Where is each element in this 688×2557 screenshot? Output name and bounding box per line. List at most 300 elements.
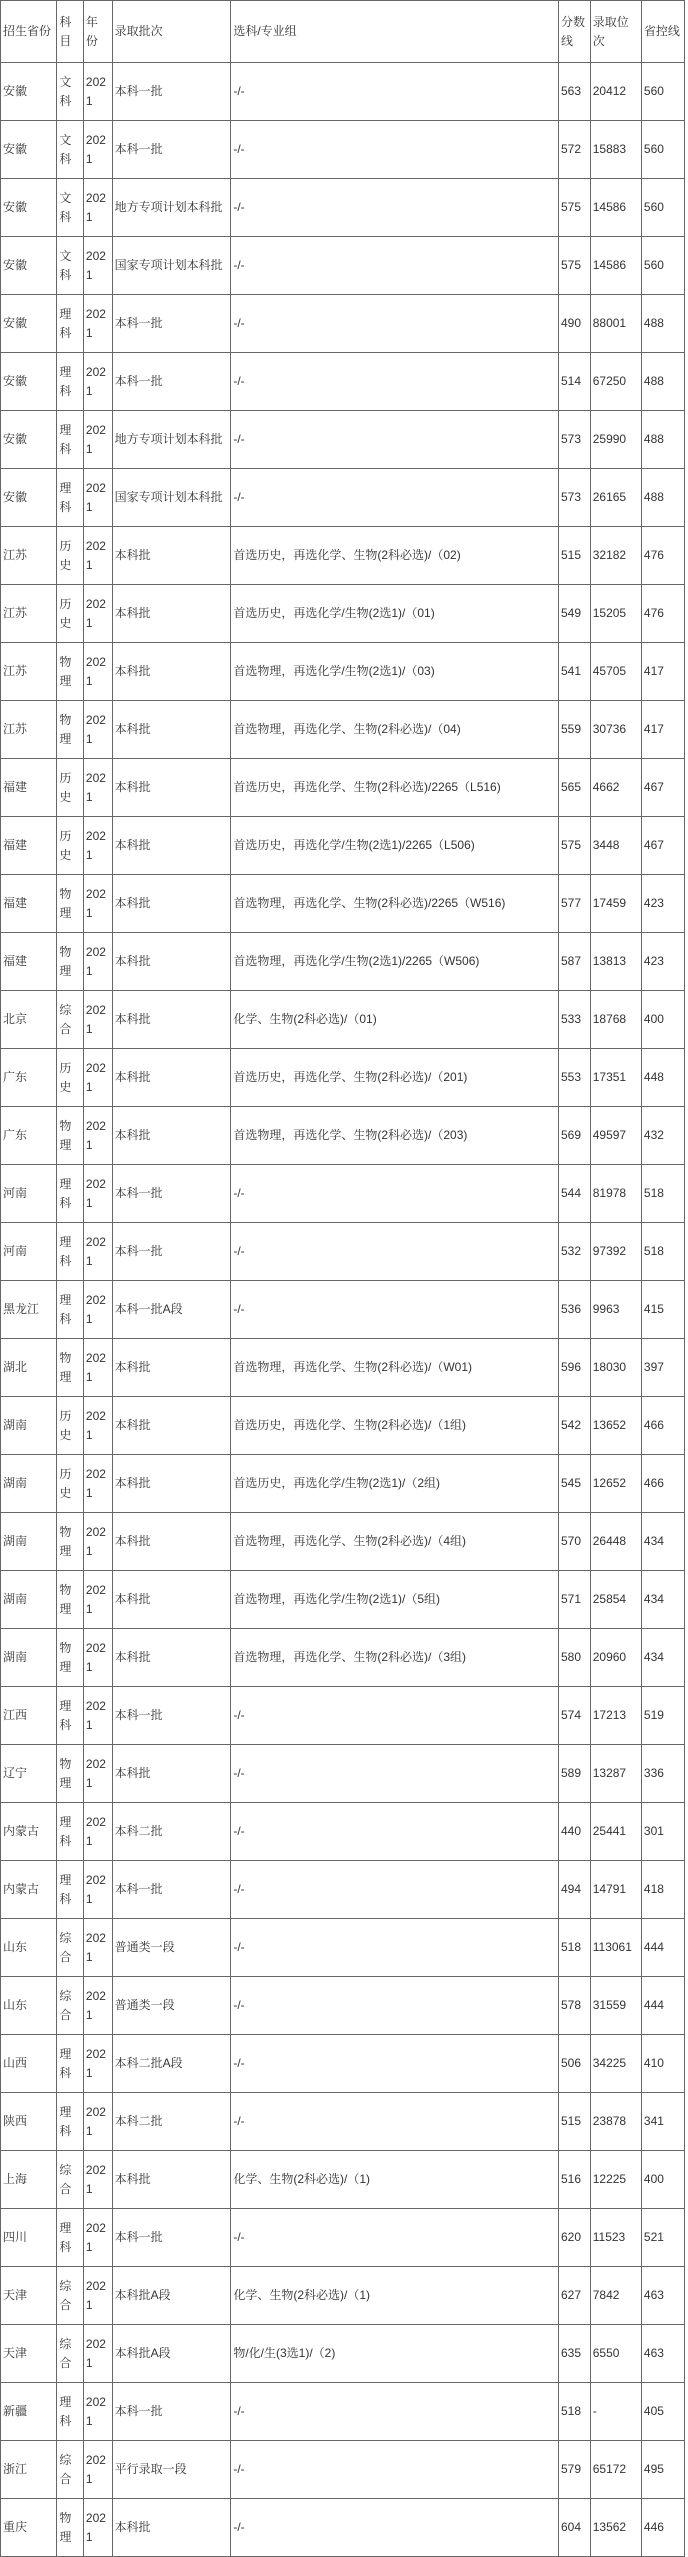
control-line-cell: 463 [641,2267,684,2325]
subject-cell: 理科 [57,1165,84,1223]
province-cell: 重庆 [1,2499,57,2557]
batch-cell: 本科一批 [112,353,231,411]
table-row [1,1049,685,1107]
score-cell: 572 [559,121,591,179]
province-cell: 安徽 [1,179,57,237]
control-line-cell: 397 [641,1339,684,1397]
control-line-cell: 488 [641,469,684,527]
control-line-cell: 495 [641,2441,684,2499]
province-cell: 江苏 [1,701,57,759]
requirement-cell: -/- [231,2093,559,2151]
score-cell: 577 [559,875,591,933]
table-row [1,1629,685,1687]
header-subject: 科目 [57,1,84,63]
batch-cell: 本科一批 [112,1687,231,1745]
subject-cell: 历史 [57,759,84,817]
batch-cell: 本科批 [112,875,231,933]
year-cell: 2021 [83,1571,112,1629]
control-line-cell: 519 [641,1687,684,1745]
requirement-cell: -/- [231,1745,559,1803]
table-row [1,469,685,527]
batch-cell: 本科二批 [112,2093,231,2151]
table-row [1,933,685,991]
score-cell: 518 [559,2383,591,2441]
table-row [1,701,685,759]
province-cell: 福建 [1,875,57,933]
table-row [1,527,685,585]
table-row [1,237,685,295]
subject-cell: 理科 [57,411,84,469]
year-cell: 2021 [83,295,112,353]
rank-cell: 25441 [590,1803,641,1861]
rank-cell: 32182 [590,527,641,585]
province-cell: 陕西 [1,2093,57,2151]
year-cell: 2021 [83,1803,112,1861]
subject-cell: 理科 [57,2093,84,2151]
score-cell: 587 [559,933,591,991]
control-line-cell: 418 [641,1861,684,1919]
year-cell: 2021 [83,2267,112,2325]
requirement-cell: 首选历史，再选化学/生物(2选1)/（2组) [231,1455,559,1513]
batch-cell: 地方专项计划本科批 [112,179,231,237]
requirement-cell: -/- [231,353,559,411]
year-cell: 2021 [83,1919,112,1977]
batch-cell: 本科批 [112,2151,231,2209]
batch-cell: 国家专项计划本科批 [112,237,231,295]
subject-cell: 理科 [57,2035,84,2093]
control-line-cell: 467 [641,817,684,875]
province-cell: 北京 [1,991,57,1049]
subject-cell: 理科 [57,1281,84,1339]
province-cell: 山东 [1,1919,57,1977]
rank-cell: 34225 [590,2035,641,2093]
control-line-cell: 434 [641,1513,684,1571]
score-cell: 620 [559,2209,591,2267]
rank-cell: 4662 [590,759,641,817]
year-cell: 2021 [83,527,112,585]
requirement-cell: 化学、生物(2科必选)/（01) [231,991,559,1049]
score-cell: 536 [559,1281,591,1339]
rank-cell: 25990 [590,411,641,469]
score-cell: 575 [559,817,591,875]
batch-cell: 本科批 [112,1339,231,1397]
year-cell: 2021 [83,1629,112,1687]
rank-cell: 23878 [590,2093,641,2151]
table-row [1,1397,685,1455]
rank-cell: 65172 [590,2441,641,2499]
year-cell: 2021 [83,759,112,817]
requirement-cell: 化学、生物(2科必选)/（1) [231,2267,559,2325]
province-cell: 山西 [1,2035,57,2093]
requirement-cell: -/- [231,1687,559,1745]
batch-cell: 本科一批 [112,1861,231,1919]
rank-cell: 12652 [590,1455,641,1513]
table-row [1,991,685,1049]
province-cell: 江苏 [1,643,57,701]
province-cell: 天津 [1,2267,57,2325]
rank-cell: 14586 [590,179,641,237]
score-cell: 532 [559,1223,591,1281]
requirement-cell: 首选历史，再选化学、生物(2科必选)/（02) [231,527,559,585]
subject-cell: 综合 [57,1977,84,2035]
rank-cell: 14586 [590,237,641,295]
province-cell: 江西 [1,1687,57,1745]
table-row [1,179,685,237]
rank-cell: 6550 [590,2325,641,2383]
score-cell: 571 [559,1571,591,1629]
year-cell: 2021 [83,1513,112,1571]
province-cell: 安徽 [1,411,57,469]
rank-cell: 20412 [590,63,641,121]
table-row [1,1513,685,1571]
province-cell: 福建 [1,933,57,991]
table-row [1,63,685,121]
table-row [1,2325,685,2383]
control-line-cell: 488 [641,411,684,469]
batch-cell: 本科一批A段 [112,1281,231,1339]
rank-cell: 18030 [590,1339,641,1397]
score-cell: 549 [559,585,591,643]
subject-cell: 理科 [57,1861,84,1919]
subject-cell: 理科 [57,2209,84,2267]
rank-cell: 88001 [590,295,641,353]
rank-cell: 17351 [590,1049,641,1107]
subject-cell: 历史 [57,585,84,643]
year-cell: 2021 [83,2151,112,2209]
score-cell: 559 [559,701,591,759]
province-cell: 安徽 [1,469,57,527]
batch-cell: 本科批 [112,2499,231,2557]
rank-cell: 17213 [590,1687,641,1745]
requirement-cell: 首选历史，再选化学、生物(2科必选)/（1组) [231,1397,559,1455]
score-cell: 516 [559,2151,591,2209]
requirement-cell: 首选历史，再选化学、生物(2科必选)/2265（L516) [231,759,559,817]
year-cell: 2021 [83,469,112,527]
score-cell: 541 [559,643,591,701]
control-line-cell: 410 [641,2035,684,2093]
rank-cell: 13813 [590,933,641,991]
score-cell: 545 [559,1455,591,1513]
year-cell: 2021 [83,1223,112,1281]
province-cell: 湖南 [1,1571,57,1629]
header-score: 分数线 [559,1,591,63]
requirement-cell: 首选历史，再选化学/生物(2选1)/（01) [231,585,559,643]
province-cell: 内蒙古 [1,1803,57,1861]
requirement-cell: -/- [231,237,559,295]
score-cell: 596 [559,1339,591,1397]
requirement-cell: -/- [231,2209,559,2267]
rank-cell: 15883 [590,121,641,179]
year-cell: 2021 [83,1455,112,1513]
subject-cell: 物理 [57,933,84,991]
rank-cell: 49597 [590,1107,641,1165]
control-line-cell: 448 [641,1049,684,1107]
table-row [1,1223,685,1281]
subject-cell: 理科 [57,1223,84,1281]
requirement-cell: -/- [231,121,559,179]
year-cell: 2021 [83,2383,112,2441]
requirement-cell: -/- [231,2383,559,2441]
requirement-cell: 首选历史，再选化学/生物(2选1)/2265（L506) [231,817,559,875]
rank-cell: 3448 [590,817,641,875]
control-line-cell: 521 [641,2209,684,2267]
batch-cell: 普通类一段 [112,1919,231,1977]
rank-cell: 15205 [590,585,641,643]
year-cell: 2021 [83,933,112,991]
requirement-cell: -/- [231,469,559,527]
subject-cell: 理科 [57,353,84,411]
batch-cell: 本科批 [112,1513,231,1571]
province-cell: 江苏 [1,527,57,585]
rank-cell: 7842 [590,2267,641,2325]
province-cell: 广东 [1,1107,57,1165]
requirement-cell: -/- [231,1919,559,1977]
year-cell: 2021 [83,817,112,875]
requirement-cell: -/- [231,1803,559,1861]
rank-cell: 18768 [590,991,641,1049]
year-cell: 2021 [83,179,112,237]
table-row [1,1339,685,1397]
batch-cell: 本科批 [112,759,231,817]
header-control-line: 省控线 [641,1,684,63]
score-cell: 518 [559,1919,591,1977]
control-line-cell: 336 [641,1745,684,1803]
requirement-cell: 化学、生物(2科必选)/（1) [231,2151,559,2209]
province-cell: 安徽 [1,63,57,121]
batch-cell: 本科批 [112,933,231,991]
score-cell: 589 [559,1745,591,1803]
control-line-cell: 423 [641,875,684,933]
province-cell: 上海 [1,2151,57,2209]
batch-cell: 国家专项计划本科批 [112,469,231,527]
requirement-cell: -/- [231,2035,559,2093]
year-cell: 2021 [83,1281,112,1339]
control-line-cell: 488 [641,353,684,411]
control-line-cell: 466 [641,1397,684,1455]
requirement-cell: 首选物理，再选化学、生物(2科必选)/（4组) [231,1513,559,1571]
year-cell: 2021 [83,1165,112,1223]
batch-cell: 本科批 [112,1745,231,1803]
year-cell: 2021 [83,585,112,643]
requirement-cell: -/- [231,63,559,121]
requirement-cell: 首选物理，再选化学、生物(2科必选)/（04) [231,701,559,759]
score-cell: 635 [559,2325,591,2383]
year-cell: 2021 [83,1107,112,1165]
batch-cell: 本科批 [112,701,231,759]
year-cell: 2021 [83,2035,112,2093]
year-cell: 2021 [83,353,112,411]
control-line-cell: 560 [641,179,684,237]
year-cell: 2021 [83,2209,112,2267]
year-cell: 2021 [83,1977,112,2035]
requirement-cell: -/- [231,2441,559,2499]
table-row [1,2499,685,2557]
province-cell: 安徽 [1,353,57,411]
requirement-cell: 首选历史，再选化学、生物(2科必选)/（201) [231,1049,559,1107]
province-cell: 辽宁 [1,1745,57,1803]
subject-cell: 物理 [57,643,84,701]
rank-cell: 45705 [590,643,641,701]
score-cell: 573 [559,411,591,469]
batch-cell: 本科批 [112,585,231,643]
batch-cell: 本科批 [112,1571,231,1629]
year-cell: 2021 [83,2093,112,2151]
province-cell: 内蒙古 [1,1861,57,1919]
batch-cell: 本科批 [112,1049,231,1107]
table-row [1,2035,685,2093]
year-cell: 2021 [83,2499,112,2557]
table-row [1,1861,685,1919]
province-cell: 黑龙江 [1,1281,57,1339]
control-line-cell: 444 [641,1919,684,1977]
control-line-cell: 518 [641,1165,684,1223]
rank-cell: 30736 [590,701,641,759]
rank-cell: 17459 [590,875,641,933]
control-line-cell: 463 [641,2325,684,2383]
subject-cell: 理科 [57,1687,84,1745]
requirement-cell: -/- [231,295,559,353]
score-cell: 514 [559,353,591,411]
table-row [1,643,685,701]
batch-cell: 本科批A段 [112,2325,231,2383]
rank-cell: 26448 [590,1513,641,1571]
header-province: 招生省份 [1,1,57,63]
score-cell: 627 [559,2267,591,2325]
table-row [1,1977,685,2035]
batch-cell: 本科一批 [112,1165,231,1223]
batch-cell: 本科批 [112,1397,231,1455]
province-cell: 福建 [1,759,57,817]
score-cell: 533 [559,991,591,1049]
rank-cell: 14791 [590,1861,641,1919]
subject-cell: 物理 [57,2499,84,2557]
table-row [1,1803,685,1861]
year-cell: 2021 [83,1861,112,1919]
header-requirement: 选科/专业组 [231,1,559,63]
province-cell: 湖南 [1,1455,57,1513]
batch-cell: 本科一批 [112,295,231,353]
rank-cell: 13562 [590,2499,641,2557]
requirement-cell: -/- [231,1977,559,2035]
province-cell: 天津 [1,2325,57,2383]
control-line-cell: 405 [641,2383,684,2441]
batch-cell: 本科批 [112,1455,231,1513]
batch-cell: 本科批A段 [112,2267,231,2325]
rank-cell: 13287 [590,1745,641,1803]
year-cell: 2021 [83,1687,112,1745]
score-cell: 515 [559,2093,591,2151]
subject-cell: 文科 [57,179,84,237]
control-line-cell: 446 [641,2499,684,2557]
subject-cell: 文科 [57,121,84,179]
year-cell: 2021 [83,1339,112,1397]
header-rank: 录取位次 [590,1,641,63]
requirement-cell: 首选物理，再选化学、生物(2科必选)/（W01) [231,1339,559,1397]
subject-cell: 历史 [57,527,84,585]
batch-cell: 本科批 [112,1107,231,1165]
rank-cell: 31559 [590,1977,641,2035]
province-cell: 河南 [1,1165,57,1223]
year-cell: 2021 [83,875,112,933]
control-line-cell: 341 [641,2093,684,2151]
batch-cell: 本科一批 [112,63,231,121]
batch-cell: 本科二批 [112,1803,231,1861]
province-cell: 安徽 [1,295,57,353]
table-row [1,875,685,933]
subject-cell: 综合 [57,1919,84,1977]
year-cell: 2021 [83,121,112,179]
score-cell: 575 [559,179,591,237]
requirement-cell: -/- [231,1223,559,1281]
year-cell: 2021 [83,2325,112,2383]
province-cell: 山东 [1,1977,57,2035]
table-row [1,2209,685,2267]
requirement-cell: -/- [231,179,559,237]
subject-cell: 理科 [57,295,84,353]
requirement-cell: -/- [231,1165,559,1223]
year-cell: 2021 [83,2441,112,2499]
subject-cell: 理科 [57,469,84,527]
year-cell: 2021 [83,411,112,469]
requirement-cell: -/- [231,1281,559,1339]
batch-cell: 本科一批 [112,2383,231,2441]
subject-cell: 综合 [57,2325,84,2383]
requirement-cell: 首选物理，再选化学、生物(2科必选)/（203) [231,1107,559,1165]
table-row [1,759,685,817]
table-row [1,2093,685,2151]
year-cell: 2021 [83,1049,112,1107]
table-row [1,1107,685,1165]
subject-cell: 历史 [57,1455,84,1513]
subject-cell: 物理 [57,1571,84,1629]
year-cell: 2021 [83,63,112,121]
batch-cell: 本科一批 [112,2209,231,2267]
year-cell: 2021 [83,643,112,701]
table-row [1,2441,685,2499]
control-line-cell: 560 [641,121,684,179]
province-cell: 湖南 [1,1513,57,1571]
control-line-cell: 434 [641,1571,684,1629]
batch-cell: 本科一批 [112,121,231,179]
requirement-cell: -/- [231,2499,559,2557]
control-line-cell: 400 [641,991,684,1049]
subject-cell: 物理 [57,1745,84,1803]
batch-cell: 本科批 [112,643,231,701]
table-header-row [1,1,685,63]
subject-cell: 理科 [57,2383,84,2441]
table-row [1,1165,685,1223]
batch-cell: 本科二批A段 [112,2035,231,2093]
score-cell: 515 [559,527,591,585]
table-row [1,817,685,875]
score-cell: 542 [559,1397,591,1455]
score-cell: 553 [559,1049,591,1107]
control-line-cell: 423 [641,933,684,991]
rank-cell: 26165 [590,469,641,527]
score-cell: 565 [559,759,591,817]
score-cell: 604 [559,2499,591,2557]
requirement-cell: 首选物理，再选化学/生物(2选1)/（5组) [231,1571,559,1629]
year-cell: 2021 [83,1397,112,1455]
province-cell: 浙江 [1,2441,57,2499]
batch-cell: 本科批 [112,991,231,1049]
requirement-cell: 首选物理，再选化学/生物(2选1)/2265（W506) [231,933,559,991]
control-line-cell: 560 [641,63,684,121]
rank-cell: 67250 [590,353,641,411]
table-row [1,411,685,469]
subject-cell: 物理 [57,1339,84,1397]
table-row [1,1919,685,1977]
